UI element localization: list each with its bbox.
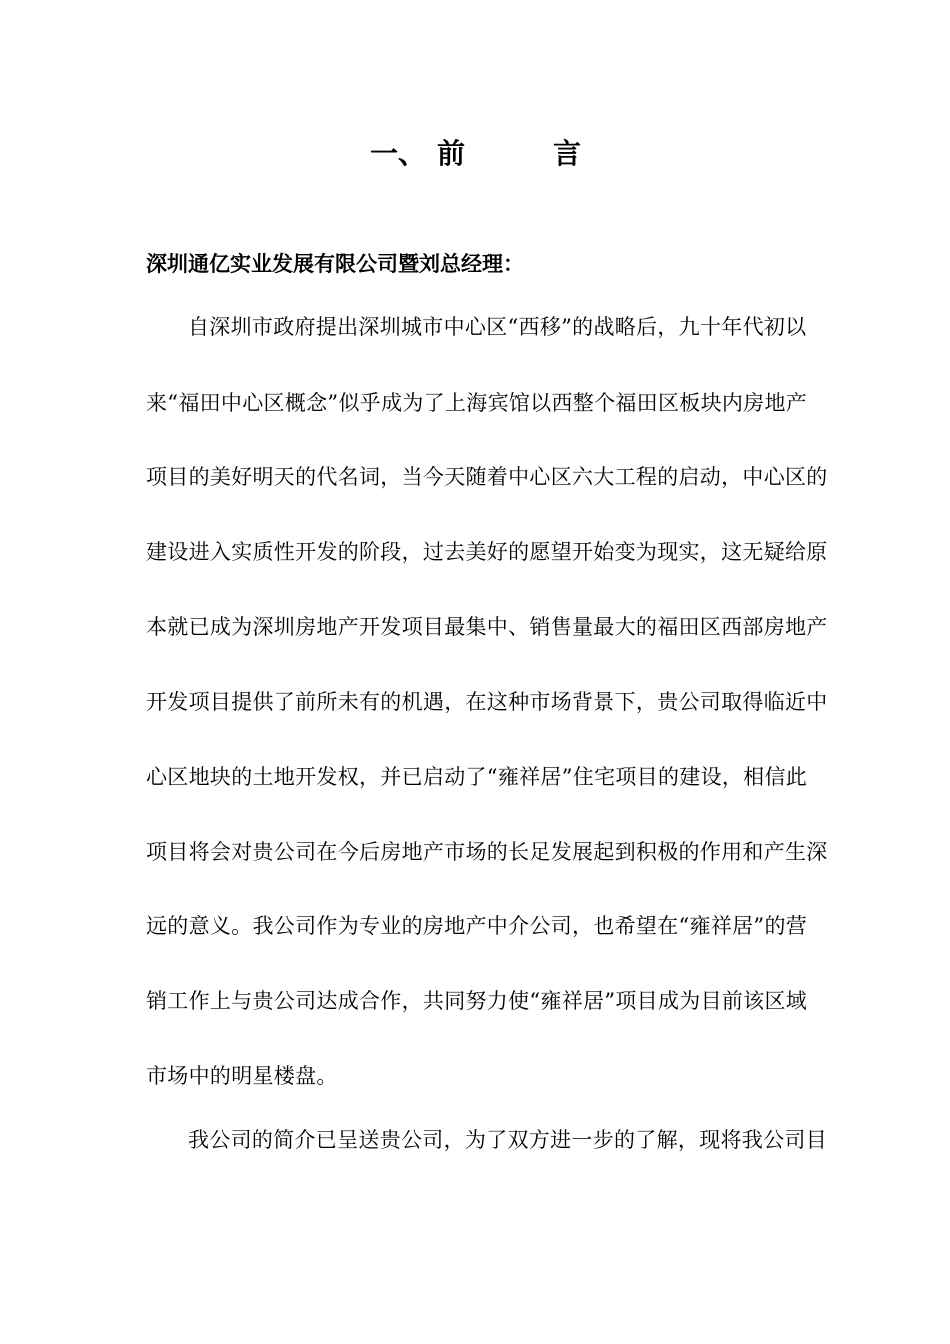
title-word-2: 言 [553, 137, 582, 170]
body-line-9: 远的意义。我公司作为专业的房地产中介公司，也希望在“雍祥居”的营 [146, 914, 808, 938]
body-line-8: 项目将会对贵公司在今后房地产市场的长足发展起到积极的作用和产生深 [146, 840, 828, 864]
title-section-number: 一、 [370, 137, 427, 170]
body-line-12: 我公司的简介已呈送贵公司，为了双方进一步的了解，现将我公司目 [188, 1128, 827, 1152]
letter-salutation: 深圳通亿实业发展有限公司暨刘总经理： [146, 252, 524, 276]
body-line-4: 建设进入实质性开发的阶段，过去美好的愿望开始变为现实，这无疑给原 [146, 540, 828, 564]
page-title [0, 134, 950, 174]
body-line-6: 开发项目提供了前所未有的机遇，在这种市场背景下，贵公司取得临近中 [146, 690, 828, 714]
body-line-1: 自深圳市政府提出深圳城市中心区“西移”的战略后，九十年代初以 [188, 315, 807, 339]
body-line-2: 来“福田中心区概念”似乎成为了上海宾馆以西整个福田区板块内房地产 [146, 391, 808, 415]
body-line-5: 本就已成为深圳房地产开发项目最集中、销售量最大的福田区西部房地产 [146, 615, 828, 639]
body-line-7: 心区地块的土地开发权，并已启动了“雍祥居”住宅项目的建设，相信此 [146, 765, 808, 789]
body-line-10: 销工作上与贵公司达成合作，共同努力使“雍祥居”项目成为目前该区域 [146, 989, 808, 1013]
body-line-3: 项目的美好明天的代名词，当今天随着中心区六大工程的启动，中心区的 [146, 465, 828, 489]
body-line-11: 市场中的明星楼盘。 [146, 1064, 338, 1088]
title-word-1: 前 [437, 137, 466, 170]
